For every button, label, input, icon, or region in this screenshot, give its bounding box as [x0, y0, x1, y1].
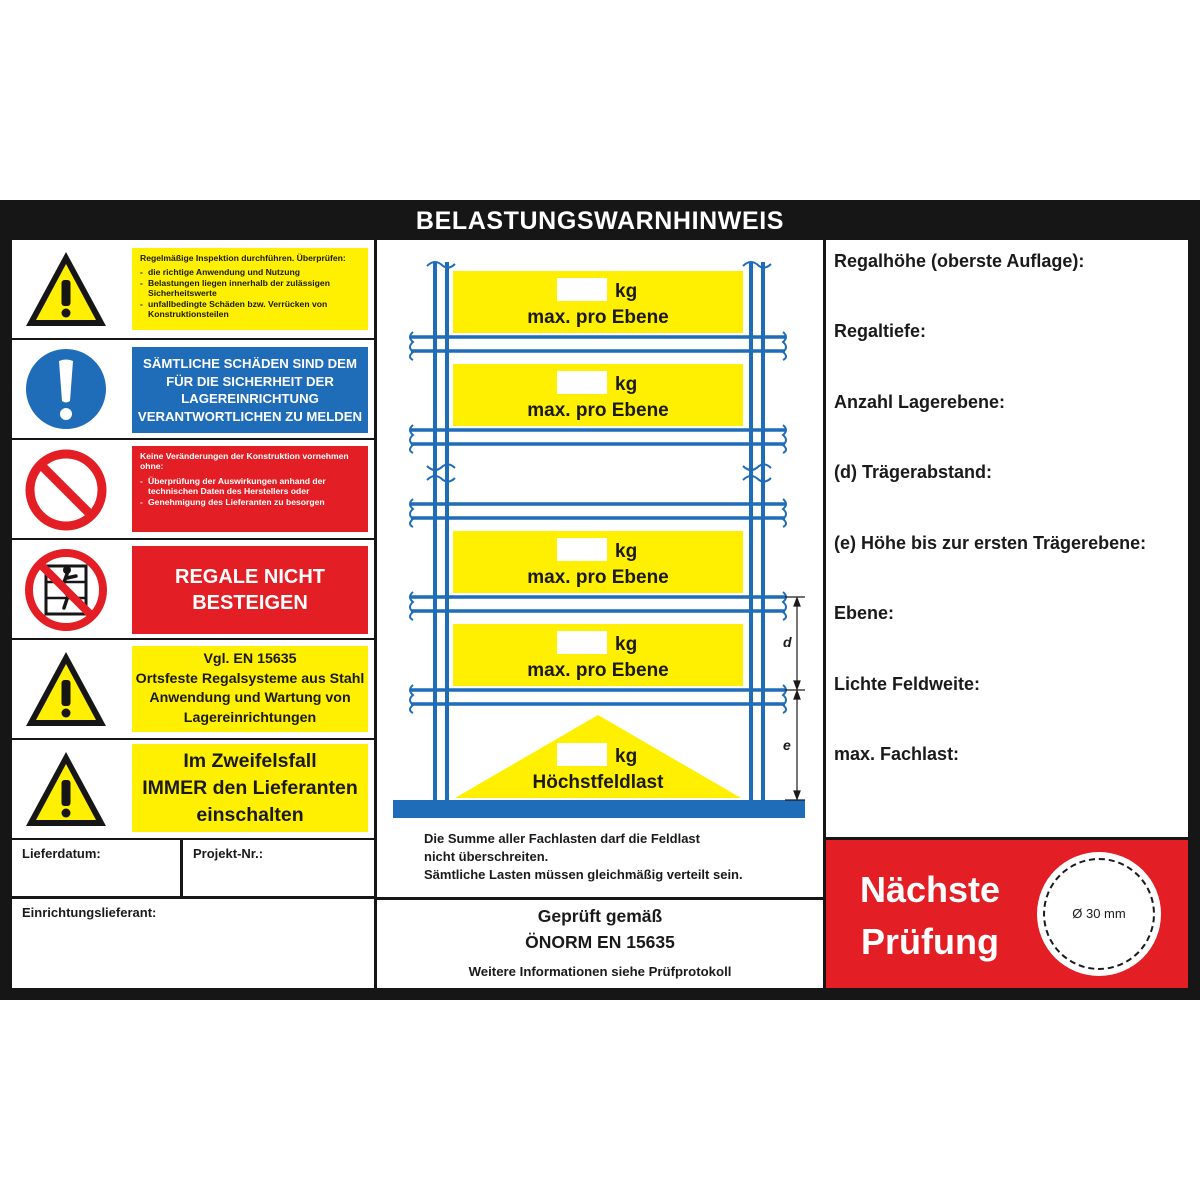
no-climbing-icon — [24, 548, 108, 632]
safety-row-inspection — [12, 240, 374, 338]
left-column — [12, 240, 374, 1000]
next-inspection-panel — [826, 840, 1188, 988]
inspection-item: - die richtige Anwendung und Nutzung — [140, 267, 360, 277]
report-damage-notice — [132, 347, 368, 433]
inspection-item: - unfallbedingte Schäden bzw. Verrücken von Konstruktionsteilen — [140, 299, 360, 320]
kg-unit: kg — [615, 634, 638, 655]
kg-unit: kg — [615, 281, 638, 302]
sign-title: BELASTUNGSWARNHINWEIS — [415, 207, 785, 235]
inspection-heading: Regelmäßige Inspektion durchführen. Überprüfen: — [140, 253, 346, 263]
level-load-label: max. pro Ebene — [527, 660, 669, 681]
kg-value-box — [557, 371, 607, 394]
kg-unit: kg — [615, 746, 638, 767]
inspection-notice — [132, 248, 368, 330]
storage-levels-label: Anzahl Lagerebene: — [834, 392, 1006, 412]
clear-bay-width-label: Lichte Feldweite: — [834, 674, 981, 694]
notice-line: IMMER den Lieferanten — [142, 776, 358, 799]
level-load-label: max. pro Ebene — [527, 307, 669, 328]
kg-value-box — [557, 631, 607, 654]
notice-line: REGALE NICHT — [175, 566, 325, 588]
beam-spacing-label: (d) Trägerabstand: — [834, 462, 993, 482]
delivery-date-field[interactable] — [12, 840, 180, 896]
certification-info: Weitere Informationen siehe Prüfprotokoll — [468, 964, 732, 979]
warning-triangle-icon — [24, 748, 108, 832]
safety-row-no-modifications — [12, 440, 374, 538]
next-inspection-line: Nächste — [859, 869, 1001, 910]
modification-heading: Keine Veränderungen der Konstruktion vornehmen ohne: — [140, 451, 349, 472]
kg-value-box — [557, 743, 607, 766]
notice-line: VERANTWORTLICHEN ZU MELDEN — [137, 408, 363, 424]
standard-reference-notice — [132, 646, 368, 732]
safety-row-no-climbing — [12, 540, 374, 638]
sticker-size-label: Ø 30 mm — [1072, 906, 1126, 921]
inspection-sticker-area[interactable] — [1037, 852, 1161, 976]
contact-supplier-notice — [132, 744, 368, 832]
rack-diagram-panel — [377, 240, 823, 897]
max-shelf-load-label: max. Fachlast: — [834, 744, 960, 764]
warning-triangle-icon — [24, 648, 108, 732]
safety-row-report-damage — [12, 340, 374, 438]
certification-panel — [377, 900, 823, 988]
rack-specs-panel — [826, 240, 1188, 837]
rack-floor — [393, 800, 805, 818]
bay-load-label: Höchstfeldlast — [532, 772, 664, 793]
project-number-field[interactable] — [183, 840, 374, 896]
mandatory-exclamation-icon — [24, 347, 108, 431]
first-beam-height-label: (e) Höhe bis zur ersten Trägerebene: — [834, 533, 1147, 553]
dimension-d-label: d — [783, 634, 792, 650]
notice-line: Anwendung und Wartung von — [149, 690, 351, 706]
notice-line: LAGEREINRICHTUNG — [181, 391, 319, 406]
delivery-date-label: Lieferdatum: — [22, 846, 101, 861]
notice-line: Lagereinrichtungen — [183, 709, 317, 726]
supplier-label: Einrichtungslieferant: — [22, 905, 157, 920]
note-line: nicht überschreiten. — [424, 849, 549, 864]
project-number-label: Projekt-Nr.: — [193, 846, 264, 861]
note-line: Die Summe aller Fachlasten darf die Feldlast — [424, 831, 700, 846]
certification-standard: ÖNORM EN 15635 — [525, 932, 675, 952]
kg-unit: kg — [615, 374, 638, 395]
safety-row-contact-supplier — [12, 740, 374, 838]
notice-line: Im Zweifelsfall — [183, 749, 317, 772]
load-warning-sign — [0, 200, 1200, 1000]
kg-unit: kg — [615, 541, 638, 562]
modification-item: - Überprüfung der Auswirkungen anhand der technischen Daten des Herstellers oder — [140, 476, 360, 497]
no-modifications-notice — [132, 446, 368, 532]
note-line: Sämtliche Lasten müssen gleichmäßig verteilt sein. — [424, 867, 743, 882]
level-label: Ebene: — [834, 603, 895, 623]
safety-row-en15635 — [12, 640, 374, 738]
kg-value-box — [557, 538, 607, 561]
load-notes — [424, 830, 743, 884]
rack-depth-label: Regaltiefe: — [834, 321, 927, 341]
level-load-label: max. pro Ebene — [527, 400, 669, 421]
rack-diagram — [377, 240, 823, 897]
notice-line: BESTEIGEN — [192, 592, 308, 614]
level-load-label: max. pro Ebene — [527, 567, 669, 588]
supplier-field[interactable] — [12, 899, 374, 988]
next-inspection-line: Prüfung — [861, 921, 999, 962]
dimension-e-label: e — [783, 737, 791, 753]
inspection-item: - Belastungen liegen innerhalb der zulässigen Sicherheitswerte — [140, 278, 360, 299]
kg-value-box — [557, 278, 607, 301]
notice-line: Ortsfeste Regalsysteme aus Stahl — [135, 670, 365, 687]
notice-line: Vgl. EN 15635 — [203, 651, 297, 667]
modification-item: - Genehmigung des Lieferanten zu besorgen — [140, 497, 360, 507]
certification-line1: Geprüft gemäß — [537, 906, 663, 926]
notice-line: SÄMTLICHE SCHÄDEN SIND DEM — [143, 356, 357, 371]
next-inspection-label — [840, 864, 1020, 968]
prohibition-icon — [24, 448, 108, 532]
warning-triangle-icon — [24, 248, 108, 332]
no-climbing-notice — [132, 546, 368, 634]
rack-height-label: Regalhöhe (oberste Auflage): — [834, 251, 1085, 271]
notice-line: FÜR DIE SICHERHEIT DER — [166, 373, 334, 389]
notice-line: einschalten — [196, 803, 304, 826]
